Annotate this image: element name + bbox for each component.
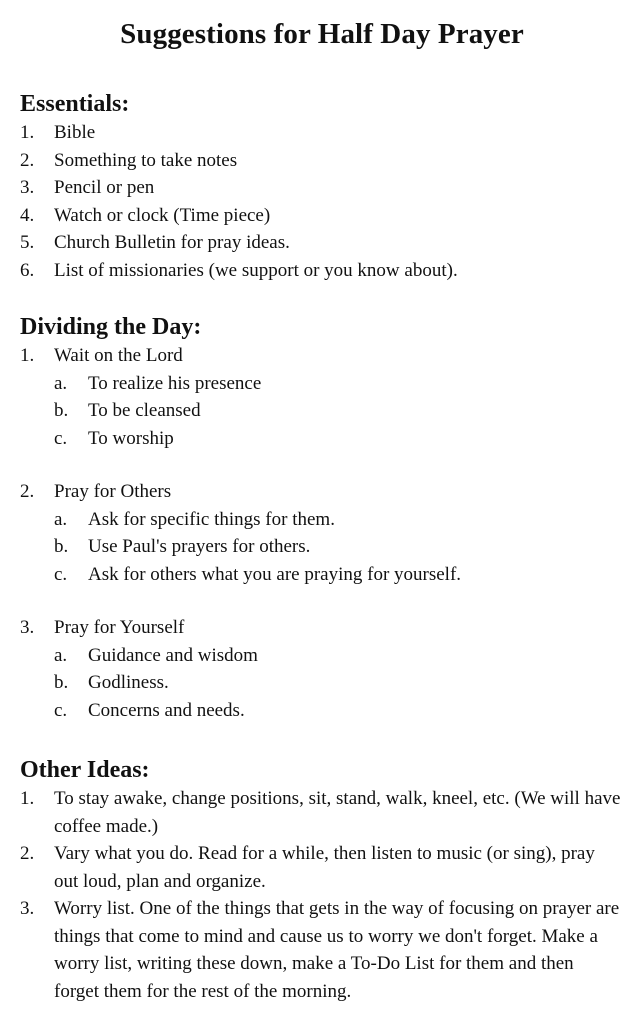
list-item — [20, 342, 624, 370]
list-item — [20, 202, 624, 230]
item-number: 4. — [20, 204, 35, 226]
item-text: To stay awake, change positions, sit, stand, walk, kneel, etc. (We will have coffee made.) — [54, 788, 621, 837]
item-number: 6. — [20, 259, 35, 281]
list-item — [20, 895, 624, 1005]
item-text: Vary what you do. Read for a while, then listen to music (or sing), pray out loud, plan and organize. — [54, 843, 595, 892]
item-number: 2. — [20, 149, 35, 171]
spacer — [20, 284, 624, 312]
list-item — [20, 119, 624, 147]
dividing-list — [20, 478, 624, 506]
sub-item-letter: b. — [54, 400, 69, 421]
list-item — [20, 174, 624, 202]
page-title: Suggestions for Half Day Prayer — [120, 18, 524, 50]
spacer — [20, 588, 624, 614]
sub-item-letter: a. — [54, 372, 68, 394]
list-item — [20, 147, 624, 175]
sub-list — [20, 370, 624, 453]
item-text: List of missionaries (we support or you know about). — [54, 259, 458, 281]
dividing-heading: Dividing the Day: — [20, 314, 202, 340]
other-ideas-heading: Other Ideas: — [20, 757, 150, 783]
item-number: 2. — [20, 481, 35, 502]
sub-item-text: Ask for specific things for them. — [88, 508, 335, 530]
sub-item-text: To be cleansed — [88, 400, 201, 421]
item-number: 3. — [20, 177, 35, 198]
sub-item-letter: b. — [54, 536, 69, 557]
item-number: 3. — [20, 617, 35, 638]
sub-list-item — [20, 561, 624, 589]
sub-item-text: Guidance and wisdom — [88, 644, 258, 666]
list-item — [20, 229, 624, 257]
list-item — [20, 614, 624, 642]
sub-item-letter: c. — [54, 699, 68, 721]
sub-list-item — [20, 397, 624, 425]
sub-item-text: Godliness. — [88, 672, 169, 693]
item-text: Pray for Yourself — [54, 617, 185, 638]
sub-item-text: Ask for others what you are praying for yourself. — [88, 563, 462, 585]
sub-item-text: To realize his presence — [88, 372, 262, 394]
item-number: 1. — [20, 122, 35, 143]
dividing-list — [20, 614, 624, 642]
list-item — [20, 257, 624, 285]
list-item — [20, 840, 624, 895]
item-text: Pencil or pen — [54, 177, 155, 198]
item-text: Wait on the Lord — [54, 345, 183, 366]
item-number: 5. — [20, 232, 35, 253]
sub-item-text: Use Paul's prayers for others. — [88, 536, 311, 557]
sub-item-letter: a. — [54, 508, 68, 530]
sub-item-letter: c. — [54, 427, 68, 449]
list-item — [20, 478, 624, 506]
item-number: 2. — [20, 843, 35, 864]
essentials-heading: Essentials: — [20, 91, 130, 117]
sub-list — [20, 506, 624, 589]
sub-item-letter: a. — [54, 644, 68, 666]
sub-list-item — [20, 533, 624, 561]
sub-list-item — [20, 642, 624, 670]
sub-item-letter: c. — [54, 563, 68, 585]
sub-list — [20, 642, 624, 725]
sub-item-letter: b. — [54, 672, 69, 693]
sub-list-item — [20, 669, 624, 697]
item-text: Watch or clock (Time piece) — [54, 204, 271, 226]
sub-item-text: To worship — [88, 427, 174, 449]
item-text: Church Bulletin for pray ideas. — [54, 232, 290, 253]
other-ideas-list — [20, 785, 624, 1005]
essentials-list — [20, 119, 624, 284]
item-text: Pray for Others — [54, 481, 172, 502]
item-number: 1. — [20, 345, 35, 366]
sub-item-text: Concerns and needs. — [88, 699, 245, 721]
item-text: Worry list. One of the things that gets in the way of focusing on prayer are things that come to mind and cause us to worry we don't forget. Make a worry list, writing these down, make a To-Do List for them and then forget them for the rest of the morning. — [54, 898, 620, 1002]
sub-list-item — [20, 370, 624, 398]
sub-list-item — [20, 425, 624, 453]
item-text: Bible — [54, 122, 96, 143]
list-item — [20, 785, 624, 840]
sub-list-item — [20, 506, 624, 534]
item-number: 1. — [20, 788, 35, 809]
item-number: 3. — [20, 898, 35, 919]
sub-list-item — [20, 697, 624, 725]
spacer — [20, 724, 624, 755]
spacer — [20, 452, 624, 478]
dividing-list — [20, 342, 624, 370]
item-text: Something to take notes — [54, 149, 238, 171]
